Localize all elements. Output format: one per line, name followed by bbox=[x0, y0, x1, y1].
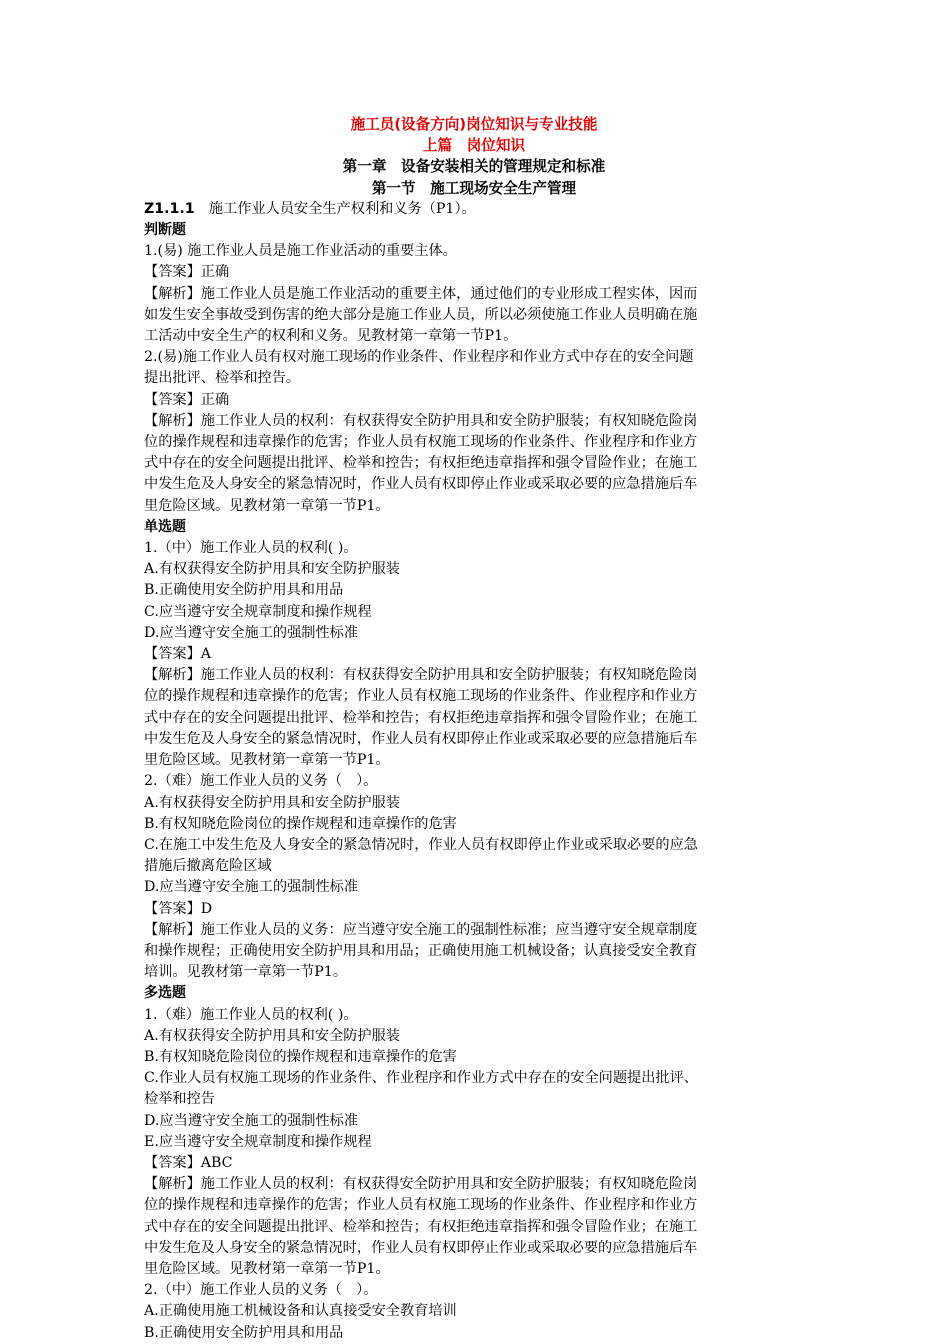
text-line: E.应当遵守安全规章制度和操作规程 bbox=[144, 1133, 372, 1150]
single-choice-block bbox=[144, 538, 804, 983]
text-line: 【答案】正确 bbox=[144, 391, 230, 408]
text-line: 里危险区域。见教材第一章第一节P1。 bbox=[144, 497, 390, 514]
text-line: B.正确使用安全防护用具和用品 bbox=[144, 1324, 344, 1341]
text-line: 1.（难）施工作业人员的权利( )。 bbox=[144, 1006, 358, 1023]
text-line: 位的操作规程和违章操作的危害；作业人员有权施工现场的作业条件、作业程序和作业方 bbox=[144, 434, 698, 451]
topic-text: 施工作业人员安全生产权利和义务（P1）。 bbox=[194, 200, 476, 217]
text-line: 2.（中）施工作业人员的义务（ ）。 bbox=[144, 1282, 378, 1299]
text-line: 1.（中）施工作业人员的权利( )。 bbox=[144, 540, 358, 557]
text-line: 位的操作规程和违章操作的危害；作业人员有权施工现场的作业条件、作业程序和作业方 bbox=[144, 688, 698, 705]
text-line: 里危险区域。见教材第一章第一节P1。 bbox=[144, 752, 390, 769]
section-title: 第一节 施工现场安全生产管理 bbox=[371, 179, 577, 197]
judgement-heading: 判断题 bbox=[144, 222, 186, 239]
text-line: D.应当遵守安全施工的强制性标准 bbox=[144, 624, 359, 641]
text-line: 【答案】D bbox=[144, 900, 213, 917]
text-line: 【答案】ABC bbox=[144, 1154, 233, 1171]
text-line: 2.（难）施工作业人员的义务（ ）。 bbox=[144, 773, 378, 790]
part-title: 上篇 岗位知识 bbox=[422, 137, 526, 155]
text-line: B.正确使用安全防护用具和用品 bbox=[144, 582, 344, 599]
text-line: 如发生安全事故受到伤害的绝大部分是施工作业人员，所以必须使施工作业人员明确在施 bbox=[144, 306, 698, 323]
text-line: 【解析】施工作业人员的权利：有权获得安全防护用具和安全防护服装；有权知晓危险岗 bbox=[144, 412, 698, 429]
text-line: 措施后撤离危险区域 bbox=[144, 858, 272, 875]
text-line: C.应当遵守安全规章制度和操作规程 bbox=[144, 603, 372, 620]
topic-code: Z1.1.1 bbox=[144, 200, 195, 217]
text-line: 培训。见教材第一章第一节P1。 bbox=[144, 964, 348, 981]
judgement-block bbox=[144, 241, 804, 517]
text-line: B.有权知晓危险岗位的操作规程和违章操作的危害 bbox=[144, 815, 457, 832]
text-line: 位的操作规程和违章操作的危害；作业人员有权施工现场的作业条件、作业程序和作业方 bbox=[144, 1197, 698, 1214]
text-line: 【答案】正确 bbox=[144, 264, 230, 281]
text-line: 中发生危及人身安全的紧急情况时，作业人员有权即停止作业或采取必要的应急措施后车 bbox=[144, 1239, 698, 1256]
text-line: 式中存在的安全问题提出批评、检举和控告；有权拒绝违章指挥和强令冒险作业；在施工 bbox=[144, 709, 698, 726]
single-choice-heading: 单选题 bbox=[144, 518, 186, 535]
topic-line bbox=[144, 199, 804, 220]
text-line: A.正确使用施工机械设备和认真接受安全教育培训 bbox=[144, 1303, 457, 1320]
text-line: 2.(易)施工作业人员有权对施工现场的作业条件、作业程序和作业方式中存在的安全问题 bbox=[144, 349, 694, 366]
chapter-title: 第一章 设备安装相关的管理规定和标准 bbox=[342, 158, 606, 176]
document-page bbox=[144, 114, 804, 1344]
text-line: 和操作规程；正确使用安全防护用具和用品；正确使用施工机械设备；认真接受安全教育 bbox=[144, 942, 698, 959]
text-line: 提出批评、检举和控告。 bbox=[144, 370, 301, 387]
text-line: 【解析】施工作业人员的权利：有权获得安全防护用具和安全防护服装；有权知晓危险岗 bbox=[144, 667, 698, 684]
document-title: 施工员(设备方向)岗位知识与专业技能 bbox=[350, 116, 598, 133]
text-line: 1.(易) 施工作业人员是施工作业活动的重要主体。 bbox=[144, 243, 457, 260]
text-line: 式中存在的安全问题提出批评、检举和控告；有权拒绝违章指挥和强令冒险作业；在施工 bbox=[144, 455, 698, 472]
text-line: 式中存在的安全问题提出批评、检举和控告；有权拒绝违章指挥和强令冒险作业；在施工 bbox=[144, 1218, 698, 1235]
text-line: 中发生危及人身安全的紧急情况时，作业人员有权即停止作业或采取必要的应急措施后车 bbox=[144, 476, 698, 493]
text-line: B.有权知晓危险岗位的操作规程和违章操作的危害 bbox=[144, 1048, 457, 1065]
text-line: 检举和控告 bbox=[144, 1091, 215, 1108]
multi-choice-block bbox=[144, 1005, 804, 1344]
text-line: D.应当遵守安全施工的强制性标准 bbox=[144, 879, 359, 896]
text-line: C.作业人员有权施工现场的作业条件、作业程序和作业方式中存在的安全问题提出批评、 bbox=[144, 1070, 698, 1087]
text-line: 【解析】施工作业人员的义务：应当遵守安全施工的强制性标准；应当遵守安全规章制度 bbox=[144, 921, 698, 938]
text-line: 中发生危及人身安全的紧急情况时，作业人员有权即停止作业或采取必要的应急措施后车 bbox=[144, 730, 698, 747]
text-line: 【解析】施工作业人员是施工作业活动的重要主体，通过他们的专业形成工程实体，因而 bbox=[144, 285, 698, 302]
text-line: D.应当遵守安全施工的强制性标准 bbox=[144, 1112, 359, 1129]
text-line: A.有权获得安全防护用具和安全防护服装 bbox=[144, 561, 400, 578]
multi-choice-heading: 多选题 bbox=[144, 985, 186, 1002]
text-line: A.有权获得安全防护用具和安全防护服装 bbox=[144, 1027, 400, 1044]
text-line: 【答案】A bbox=[144, 646, 211, 663]
text-line: 里危险区域。见教材第一章第一节P1。 bbox=[144, 1260, 390, 1277]
text-line: 工活动中安全生产的权利和义务。见教材第一章第一节P1。 bbox=[144, 328, 518, 345]
text-line: 【解析】施工作业人员的权利：有权获得安全防护用具和安全防护服装；有权知晓危险岗 bbox=[144, 1176, 698, 1193]
text-line: C.在施工中发生危及人身安全的紧急情况时，作业人员有权即停止作业或采取必要的应急 bbox=[144, 836, 698, 853]
text-line: A.有权获得安全防护用具和安全防护服装 bbox=[144, 794, 400, 811]
